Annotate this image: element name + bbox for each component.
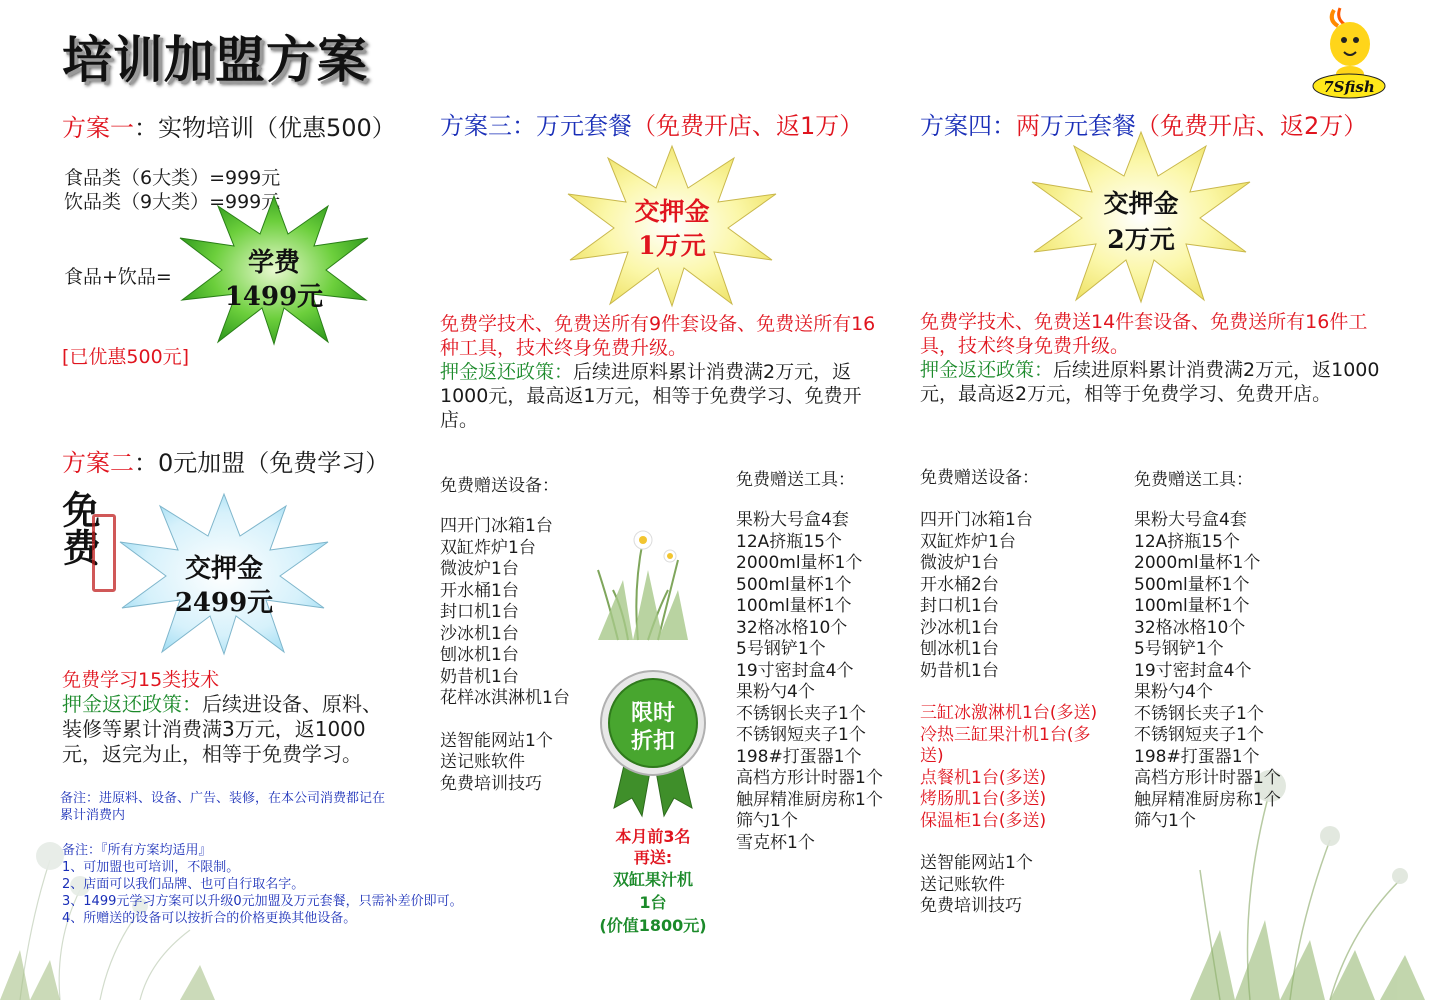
plan1-drink-line: 饮品类（9大类）=999元 [64, 191, 281, 213]
list-item: 免费培训技巧 [440, 773, 542, 794]
notes-item: 2、店面可以我们品牌、也可自行取名字。 [62, 877, 305, 892]
logo-text: 7Sfish [1323, 78, 1375, 96]
list-item-extra [920, 725, 1110, 768]
plan4-policy-text: 后续进原料累计消费满2万元，返1000元，最高返2万元，相等于免费学习、免费开店。 [920, 359, 1380, 405]
plan3-tools-title: 免费赠送工具： [736, 470, 855, 490]
notes-item: 3、1499元学习方案可以升级0元加盟及万元套餐，只需补差价即可。 [62, 894, 463, 909]
list-item: 四开门冰箱1台 [440, 516, 553, 536]
list-item: 500ml量杯1个 [736, 574, 852, 595]
plan3-tools-list [736, 470, 883, 854]
plan4-heading-package: 万元套餐 [1040, 112, 1136, 140]
list-item-extra: 三缸冰激淋机1台(多送) [920, 703, 1098, 723]
plan1-star-line1: 学费 [247, 248, 300, 278]
list-item: 送记账软件 [920, 874, 1005, 895]
plan4-heading-amount: 两 [1016, 112, 1040, 140]
list-item-extra: 保温柜1台(多送) [920, 810, 1047, 831]
notes-item: 4、所赠送的设备可以按折合的价格更换其他设备。 [62, 911, 357, 926]
plan4-equipment-list [920, 468, 1110, 918]
notes-title: 备注：『所有方案均适用』 [62, 843, 212, 858]
plan3-star-line1: 交押金 [634, 197, 710, 226]
list-item: 19寸密封盒4个 [1134, 660, 1252, 681]
plan2-free-learn: 免费学习15类技术 [62, 669, 220, 691]
discount-badge [598, 668, 708, 818]
page-title: 培训加盟方案 [62, 31, 368, 89]
plan1-heading-desc: ：实物培训（优惠500） [134, 114, 396, 142]
list-item: 双缸炸炉1台 [440, 537, 536, 558]
general-notes [62, 842, 532, 927]
badge-line2: 折扣 [630, 729, 675, 754]
list-item: 果粉勺4个 [1134, 682, 1213, 702]
plan2-deposit-starburst [118, 494, 330, 654]
list-item: 32格冰格10个 [1134, 617, 1246, 638]
list-item: 微波炉1台 [440, 559, 519, 579]
list-item: 100ml量杯1个 [1134, 596, 1250, 616]
plan3-heading-desc: （免费开店、返1万） [632, 112, 864, 140]
plan4-policy [920, 358, 1380, 406]
list-item: 不锈钢长夹子1个 [1134, 703, 1264, 724]
plan2-policy-label: 押金返还政策： [62, 692, 202, 716]
promo-green-line3: (价值1800元) [599, 916, 707, 935]
promo-red-line2: 再送: [633, 848, 673, 867]
list-item: 500ml量杯1个 [1134, 574, 1250, 595]
flower-grass-decoration [578, 490, 698, 640]
plan3-policy [440, 360, 892, 432]
promo-red-line1: 本月前3名 [615, 827, 691, 846]
plan3-star-line2: 1万元 [638, 231, 706, 260]
plan2-remark: 备注：进原料、设备、广告、装修，在本公司消费都记在累计消费内 [60, 791, 386, 823]
list-item: 送智能网站1个 [440, 730, 553, 751]
list-item: 触屏精准厨房称1个 [736, 789, 883, 810]
plan1-heading [62, 108, 396, 143]
notes-item: 1、可加盟也可培训，不限制。 [62, 860, 240, 875]
list-item: 不锈钢长夹子1个 [736, 703, 866, 724]
plan4-heading-label: 方案四： [920, 112, 1016, 140]
plan4-benefit: 免费学技术、免费送14件套设备、免费送所有16件工具，技术终身免费升级。 [920, 311, 1368, 357]
plan1-discount-note: [已优惠500元] [62, 346, 190, 368]
list-item: 刨冰机1台 [440, 645, 519, 665]
list-item: 四开门冰箱1台 [920, 510, 1033, 530]
list-item: 触屏精准厨房称1个 [1134, 789, 1281, 810]
list-item: 沙冰机1台 [920, 617, 999, 638]
plan3-heading [440, 106, 863, 141]
plan4-policy-label: 押金返还政策： [920, 359, 1054, 381]
list-item: 100ml量杯1个 [736, 596, 852, 616]
list-item: 果粉大号盒4套 [736, 510, 849, 530]
list-item: 果粉大号盒4套 [1134, 510, 1247, 530]
plan1-food-line: 食品类（6大类）=999元 [64, 167, 281, 189]
list-item: 筛勺1个 [736, 811, 798, 831]
list-item: 开水桶2台 [920, 574, 999, 595]
list-item: 198#打蛋器1个 [736, 746, 862, 767]
list-item: 花样冰淇淋机1台 [440, 688, 570, 708]
list-item: 不锈钢短夹子1个 [1134, 725, 1264, 745]
plan3-equipment-title: 免费赠送设备： [440, 476, 559, 496]
list-item: 免费培训技巧 [920, 896, 1022, 916]
list-item: 高档方形计时器1个 [736, 768, 883, 788]
list-item-extra: 烤肠肌1台(多送) [920, 789, 1047, 809]
list-item: 送智能网站1个 [920, 853, 1033, 873]
list-item: 果粉勺4个 [736, 682, 815, 702]
list-item: 封口机1台 [440, 602, 519, 622]
plan3-policy-text: 后续进原料累计消费满2万元，返1000元，最高返1万元，相等于免费学习、免费开店。 [440, 361, 862, 431]
plan2-policy [62, 692, 382, 767]
list-item: 筛勺1个 [1134, 811, 1196, 831]
plan2-heading [62, 443, 389, 478]
list-item: 12A挤瓶15个 [1134, 531, 1240, 552]
list-item: 32格冰格10个 [736, 617, 848, 638]
free-seal-text: 免费 [56, 490, 101, 566]
plan2-heading-desc: ：0元加盟（免费学习） [134, 449, 390, 477]
list-item: 2000ml量杯1个 [1134, 553, 1261, 573]
list-item: 沙冰机1台 [440, 623, 519, 644]
plan1-fee-starburst [178, 196, 370, 344]
list-item: 微波炉1台 [920, 553, 999, 573]
plan2-policy-text: 后续进设备、原料、装修等累计消费满3万元，返1000元，返完为止，相等于免费学习。 [62, 692, 382, 766]
plan3-policy-label: 押金返还政策： [440, 361, 574, 383]
list-item: 2000ml量杯1个 [736, 553, 863, 573]
plan3-equipment-list [440, 476, 570, 795]
list-item-extra: 点餐机1台(多送) [920, 767, 1047, 788]
list-item: 不锈钢短夹子1个 [736, 725, 866, 745]
promo-green-line1: 双缸果汁机 [612, 870, 693, 889]
plan3-heading-label: 方案三：万元套餐 [440, 112, 632, 140]
plan2-heading-label: 方案二 [62, 449, 134, 477]
list-item: 5号钢铲1个 [736, 639, 826, 659]
promo-text [586, 826, 720, 937]
plan1-star-line2: 1499元 [224, 282, 324, 312]
list-item: 198#打蛋器1个 [1134, 746, 1260, 767]
list-item: 19寸密封盒4个 [736, 660, 854, 681]
plan4-tools-title: 免费赠送工具： [1134, 470, 1253, 490]
plan2-star-line1: 交押金 [184, 554, 263, 584]
badge-line1: 限时 [630, 701, 675, 726]
list-item: 雪克杯1个 [736, 832, 815, 853]
plan4-star-line1: 交押金 [1103, 189, 1179, 218]
list-item: 高档方形计时器1个 [1134, 768, 1281, 788]
list-item: 刨冰机1台 [920, 639, 999, 659]
plan1-total-line: 食品+饮品= [64, 266, 172, 288]
plan1-heading-label: 方案一 [62, 114, 134, 142]
plan3-benefit: 免费学技术、免费送所有9件套设备、免费送所有16种工具，技术终身免费升级。 [440, 313, 876, 359]
list-item: 封口机1台 [920, 596, 999, 616]
list-item: 开水桶1台 [440, 580, 519, 601]
list-item: 12A挤瓶15个 [736, 531, 842, 552]
plan4-equipment-title: 免费赠送设备： [920, 468, 1039, 488]
plan4-heading-desc: （免费开店、返2万） [1136, 112, 1368, 140]
list-item-extra-text: 冷热三缸果汁机1台(多送) [920, 724, 1091, 766]
list-item: 5号钢铲1个 [1134, 639, 1224, 659]
plan2-star-line2: 2499元 [174, 588, 274, 618]
brand-logo [1308, 4, 1390, 100]
free-seal-stamp [58, 488, 120, 598]
list-item: 奶昔机1台 [440, 666, 519, 687]
list-item: 送记账软件 [440, 752, 525, 772]
list-item: 奶昔机1台 [920, 660, 999, 681]
list-item: 双缸炸炉1台 [920, 531, 1016, 552]
plan3-deposit-starburst [566, 146, 778, 306]
plan4-star-line2: 2万元 [1107, 225, 1175, 254]
promo-green-line2: 1台 [639, 893, 667, 912]
plan4-deposit-starburst [1030, 132, 1252, 302]
plan4-tools-list [1134, 470, 1281, 833]
